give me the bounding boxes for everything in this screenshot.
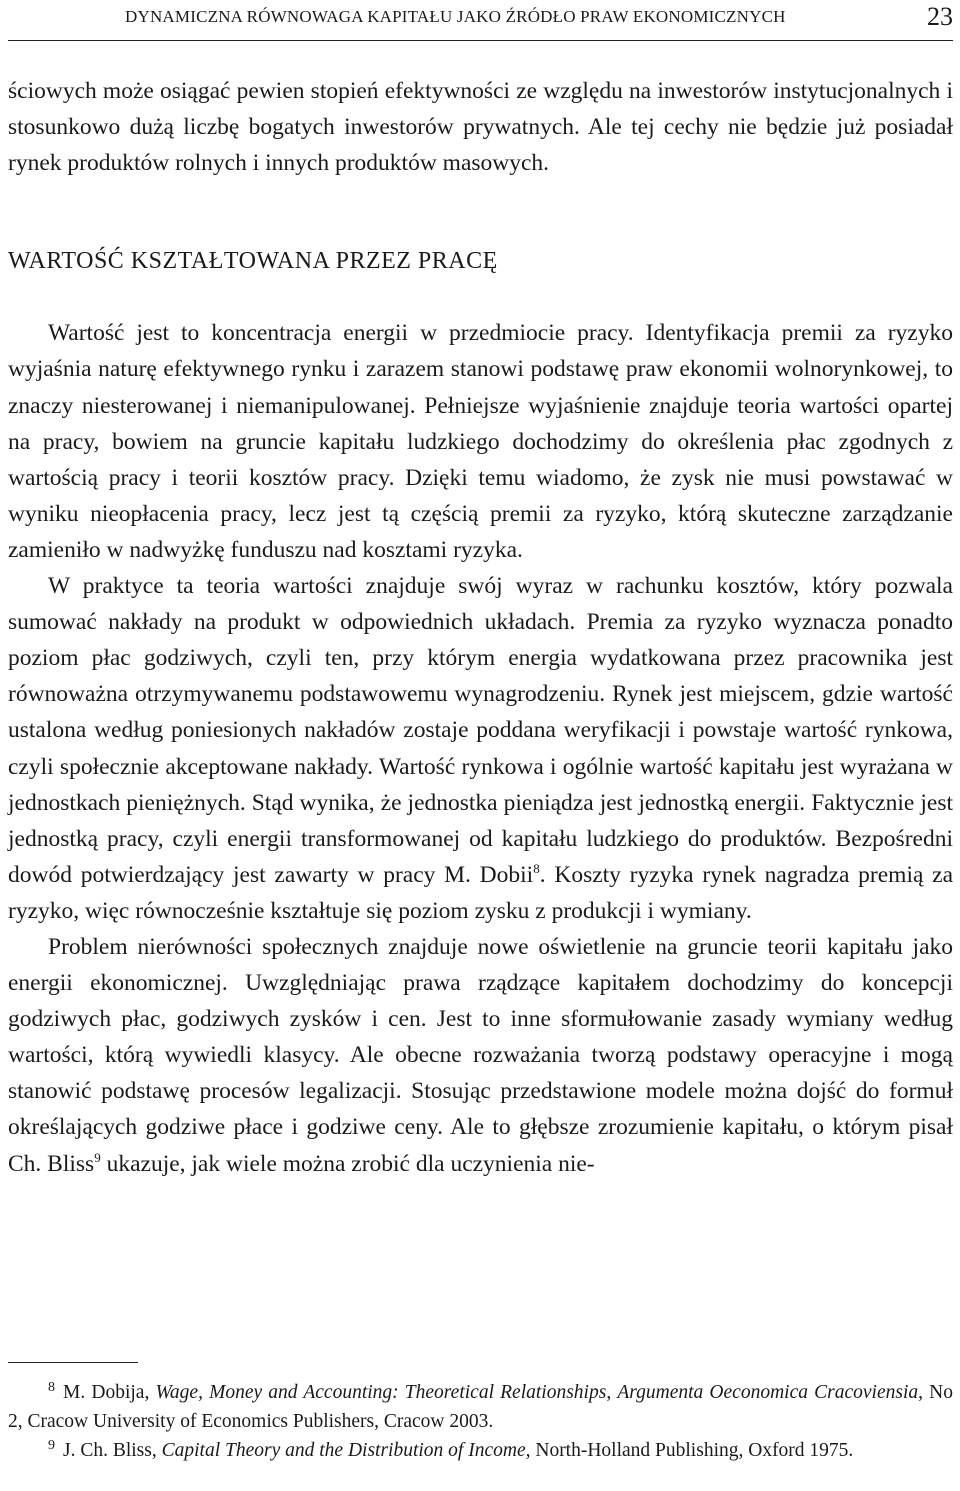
paragraph-3 xyxy=(8,929,953,1182)
body-text xyxy=(8,73,953,1182)
paragraph-1-text: Wartość jest to koncentracja energii w przedmiocie pracy. Identyfikacja premii za ryzyko wyjaśnia naturę efektywnego rynku i zarazem stanowi podstawę praw ekonomii wolnorynkowej, to znaczy niesterowanej i niemanipulowanej. Pełniejsze wyjaśnienie znajduje teoria wartości opartej na pracy, bowiem na gruncie kapitału ludzkiego dochodzimy do określenia płac zgodnych z wartością pracy i teorii kosztów pracy. Dzięki temu wiadomo, że zysk nie musi powstawać w wyniku nieopłacenia pracy, lecz jest tą częścią premii za ryzyko, którą skuteczne zarządzanie zamieniło w nadwyżkę funduszu nad kosztami ryzyka. xyxy=(8,320,953,563)
footnote-mark: 9 xyxy=(48,1437,55,1453)
footnote-ref-9[interactable]: 9 xyxy=(94,1149,101,1165)
footnote-divider xyxy=(8,1362,138,1363)
page-number: 23 xyxy=(927,2,953,31)
paragraph-2-text-a: W praktyce ta teoria wartości znajduje swój wyraz w rachunku kosztów, który pozwala sumować nakłady na produkt w odpowiednich układach. Premia za ryzyko wyznacza ponadto poziom płac godziwych, czyli ten, przy którym energia wydatkowana przez pracownika jest równoważna otrzymywanemu podstawowemu wynagrodzeniu. Rynek jest miejscem, gdzie wartość ustalona według poniesionych nakładów zostaje poddana weryfikacji i powstaje wartość rynkowa, czyli społecznie akceptowane nakłady. Wartość rynkowa i ogólnie wartość kapitału jest wyrażana w jednostkach pieniężnych. Stąd wynika, że jednostka pieniądza jest jednostką energii. Faktycznie jest jednostką pracy, czyli energii transformowanej od kapitału ludzkiego do produktów. Bezpośredni dowód potwierdzający jest zawarty w pracy M. Dobii xyxy=(8,573,953,888)
paragraph-2-text-b: . Koszty ryzyka rynek nagradza premią za ryzyko, więc równocześnie kształtuje się poziom zysku z produkcji i wymiany. xyxy=(8,861,954,924)
footnote-title: Capital Theory and the Distribution of Income xyxy=(161,1440,526,1461)
paragraph-2 xyxy=(8,568,953,929)
footnotes xyxy=(8,1378,953,1465)
continuation-paragraph: ściowych może osiągać pewien stopień efektywności ze względu na inwestorów instytucjonalnych i stosunkowo dużą liczbę bogatych inwestorów prywatnych. Ale tej cechy nie będzie już posiadał rynek produktów rolnych i innych produktów masowych. xyxy=(8,78,953,177)
paragraph-3-text-a: Problem nierówności społecznych znajduje nowe oświetlenie na gruncie teorii kapitału jako energii ekonomicznej. Uwzględniając prawa rządzące kapitałem dochodzimy do koncepcji godziwych płac, godziwych zysków i cen. Jest to inne sformułowanie zasady wymiany według wartości, którą wywiedli klasycy. Ale obecne rozważania tworzą podstawy operacyjne i mogą stanowić podstawę procesów legalizacji. Stosując przedstawione modele można dojść do formuł określających godziwe płace i godziwe ceny. Ale to głębsze zrozumienie kapitału, o którym pisał Ch. Bliss xyxy=(8,933,953,1177)
footnote-details: , No 2, Cracow University of Economics Publishers, Cracow 2003. xyxy=(8,1382,953,1432)
footnote-author: J. Ch. Bliss, xyxy=(63,1440,162,1461)
footnote-details: , North-Holland Publishing, Oxford 1975. xyxy=(525,1440,854,1461)
footnote-journal: Argumenta Oeconomica Cracoviensia xyxy=(617,1382,919,1403)
footnote-8 xyxy=(8,1378,953,1436)
running-header xyxy=(8,0,953,41)
paragraph-1 xyxy=(8,315,953,568)
footnote-title: Wage, Money and Accounting: Theoretical Relationships xyxy=(155,1382,607,1403)
footnote-author: M. Dobija, xyxy=(63,1382,156,1403)
footnote-mark: 8 xyxy=(48,1379,55,1395)
section-heading: WARTOŚĆ KSZTAŁTOWANA PRZEZ PRACĘ xyxy=(8,248,498,275)
running-header-title: DYNAMICZNA RÓWNOWAGA KAPITAŁU JAKO ŹRÓDŁO PRAW EKONOMICZNYCH xyxy=(125,7,786,26)
footnote-ref-8[interactable]: 8 xyxy=(533,860,540,876)
footnote-9 xyxy=(8,1436,953,1465)
paragraph-3-text-b: ukazuje, jak wiele można zrobić dla uczynienia nie- xyxy=(100,1150,595,1177)
footnote-separator: , xyxy=(606,1382,618,1403)
